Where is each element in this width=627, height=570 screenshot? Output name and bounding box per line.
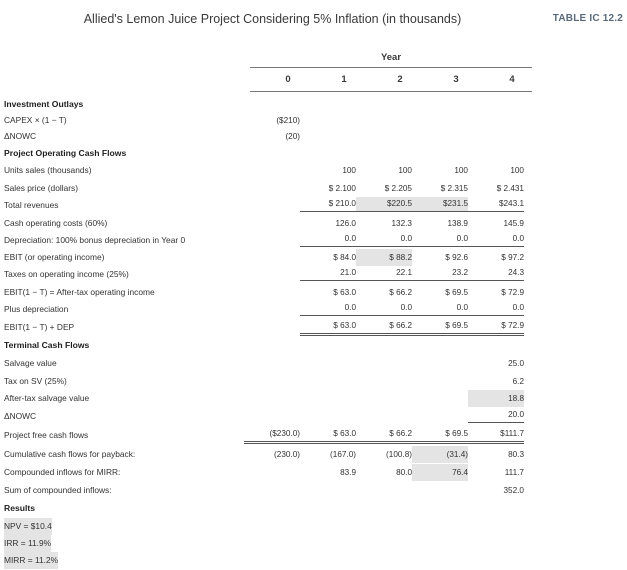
column-header-year-2: 2	[397, 74, 403, 85]
table-row	[4, 249, 624, 266]
cell-year-1: $ 63.0	[333, 288, 356, 297]
cell-year-3: (31.4)	[412, 446, 468, 463]
cell-year-2: 100	[398, 166, 412, 175]
cell-year-2: $ 66.2	[356, 319, 412, 336]
column-header-year-0: 0	[285, 74, 291, 85]
table-row	[4, 197, 624, 214]
table-row	[4, 427, 624, 444]
table-row	[4, 301, 624, 318]
cell-year-4: $243.1	[468, 197, 524, 212]
table-row	[4, 112, 624, 129]
table-row	[4, 319, 624, 336]
table-row	[4, 266, 624, 283]
row-label: IRR = 11.9%	[4, 535, 51, 552]
cell-year-0: ($230.0)	[244, 427, 300, 444]
column-header-year-3: 3	[453, 74, 459, 85]
table-row	[4, 446, 624, 463]
row-label: After-tax salvage value	[4, 393, 90, 403]
cell-year-3: 23.2	[412, 266, 468, 281]
table-row	[4, 390, 624, 407]
cell-year-4: 0.0	[468, 301, 524, 316]
cell-year-3: $ 92.6	[445, 253, 468, 262]
table-row	[4, 162, 624, 179]
row-label: Sales price (dollars)	[4, 183, 79, 193]
row-label: Units sales (thousands)	[4, 165, 92, 175]
cell-year-4: $111.7	[468, 427, 524, 444]
cell-year-1: 0.0	[300, 301, 356, 316]
column-header-year-4: 4	[509, 74, 515, 85]
cell-year-3: $231.5	[412, 197, 468, 212]
table-number-label: TABLE IC 12.2	[552, 13, 623, 24]
column-header-year-1: 1	[341, 74, 347, 85]
cell-year-3: $ 69.5	[445, 288, 468, 297]
cell-year-2: (100.8)	[386, 450, 412, 459]
cell-year-4: 20.0	[468, 408, 524, 423]
cell-year-3: $ 2.315	[440, 184, 468, 193]
row-label: Sum of compounded inflows:	[4, 485, 112, 495]
cell-year-4: 25.0	[508, 359, 524, 368]
cell-year-2: 22.1	[356, 266, 412, 281]
section-heading-row	[4, 96, 624, 113]
cell-year-4: 352.0	[503, 486, 524, 495]
cell-year-1: $ 210.0	[300, 197, 356, 212]
section-heading: Project Operating Cash Flows	[4, 148, 127, 158]
cell-year-1: $ 63.0	[300, 319, 356, 336]
table-row	[4, 215, 624, 232]
cell-year-2: $220.5	[356, 197, 412, 212]
cell-year-4: 0.0	[468, 232, 524, 247]
row-label: ΔNOWC	[4, 411, 37, 421]
cell-year-3: 76.4	[412, 464, 468, 481]
row-label: EBIT(1 − T) = After-tax operating income	[4, 287, 155, 297]
cell-year-1: 0.0	[300, 232, 356, 247]
cell-year-1: (167.0)	[330, 450, 356, 459]
row-label: Plus depreciation	[4, 304, 69, 314]
row-label: Tax on SV (25%)	[4, 376, 67, 386]
cell-year-3: $ 69.5	[412, 427, 468, 444]
row-label: Salvage value	[4, 358, 57, 368]
cell-year-1: $ 2.100	[328, 184, 356, 193]
row-label: Project free cash flows	[4, 430, 89, 440]
cell-year-2: 0.0	[356, 301, 412, 316]
column-header-rule	[250, 91, 532, 92]
cell-year-1: 21.0	[300, 266, 356, 281]
cell-year-4: 24.3	[468, 266, 524, 281]
section-heading: Terminal Cash Flows	[4, 340, 90, 350]
cell-year-2: 0.0	[356, 232, 412, 247]
table-row	[4, 355, 624, 372]
row-label: Depreciation: 100% bonus depreciation in Year 0	[4, 235, 186, 245]
cell-year-4: $ 72.9	[468, 319, 524, 336]
row-label: Taxes on operating income (25%)	[4, 269, 129, 279]
cell-year-4: $ 72.9	[501, 288, 524, 297]
row-label: EBIT(1 − T) + DEP	[4, 322, 75, 332]
cell-year-2: $ 2.205	[384, 184, 412, 193]
cell-year-3: 0.0	[412, 301, 468, 316]
row-label: Cash operating costs (60%)	[4, 218, 108, 228]
cell-year-3: 100	[454, 166, 468, 175]
row-label: EBIT (or operating income)	[4, 252, 105, 262]
cell-year-4: 145.9	[503, 219, 524, 228]
row-label: CAPEX × (1 − T)	[4, 115, 67, 125]
cell-year-2: $ 88.2	[356, 249, 412, 266]
cell-year-4: 18.8	[468, 390, 524, 407]
row-label: ΔNOWC	[4, 131, 37, 141]
cell-year-3: $ 69.5	[412, 319, 468, 336]
cell-year-0: ($210)	[276, 116, 300, 125]
section-heading-row	[4, 337, 624, 354]
cell-year-1: 126.0	[335, 219, 356, 228]
table-row	[4, 464, 624, 481]
cell-year-3: 0.0	[412, 232, 468, 247]
section-heading: Investment Outlays	[4, 99, 84, 109]
table-row	[4, 180, 624, 197]
section-heading: Results	[4, 503, 36, 513]
table-title: Allied's Lemon Juice Project Considering 5% Inflation (in thousands)	[83, 12, 462, 26]
table-row	[4, 482, 624, 499]
cell-year-2: $ 66.2	[389, 288, 412, 297]
row-label: MIRR = 11.2%	[4, 552, 58, 569]
cell-year-1: 100	[342, 166, 356, 175]
table-row	[4, 408, 624, 425]
table-row	[4, 373, 624, 390]
table-row	[4, 284, 624, 301]
row-label: Cumulative cash flows for payback:	[4, 449, 136, 459]
section-heading-row	[4, 500, 624, 517]
cell-year-1: $ 84.0	[333, 253, 356, 262]
cell-year-0: (230.0)	[274, 450, 300, 459]
table-row	[4, 535, 624, 552]
cell-year-0: (20)	[285, 132, 300, 141]
cell-year-4: 80.3	[508, 450, 524, 459]
table-row	[4, 518, 624, 535]
row-label: NPV = $10.4	[4, 518, 52, 535]
row-label: Total revenues	[4, 200, 59, 210]
year-heading-rule	[250, 67, 532, 68]
cell-year-4: $ 97.2	[501, 253, 524, 262]
cell-year-2: $ 66.2	[356, 427, 412, 444]
cell-year-4: 6.2	[512, 377, 524, 386]
cell-year-2: 132.3	[391, 219, 412, 228]
cell-year-2: 80.0	[396, 468, 412, 477]
table-row	[4, 552, 624, 569]
cell-year-4: 111.7	[504, 468, 524, 477]
section-heading-row	[4, 145, 624, 162]
cell-year-4: 100	[510, 166, 524, 175]
row-label: Compounded inflows for MIRR:	[4, 467, 121, 477]
cell-year-1: 83.9	[340, 468, 356, 477]
cell-year-3: 138.9	[447, 219, 468, 228]
cell-year-1: $ 63.0	[300, 427, 356, 444]
table-row	[4, 232, 624, 249]
table-row	[4, 128, 624, 145]
cell-year-4: $ 2.431	[496, 184, 524, 193]
year-heading: Year	[380, 52, 402, 63]
